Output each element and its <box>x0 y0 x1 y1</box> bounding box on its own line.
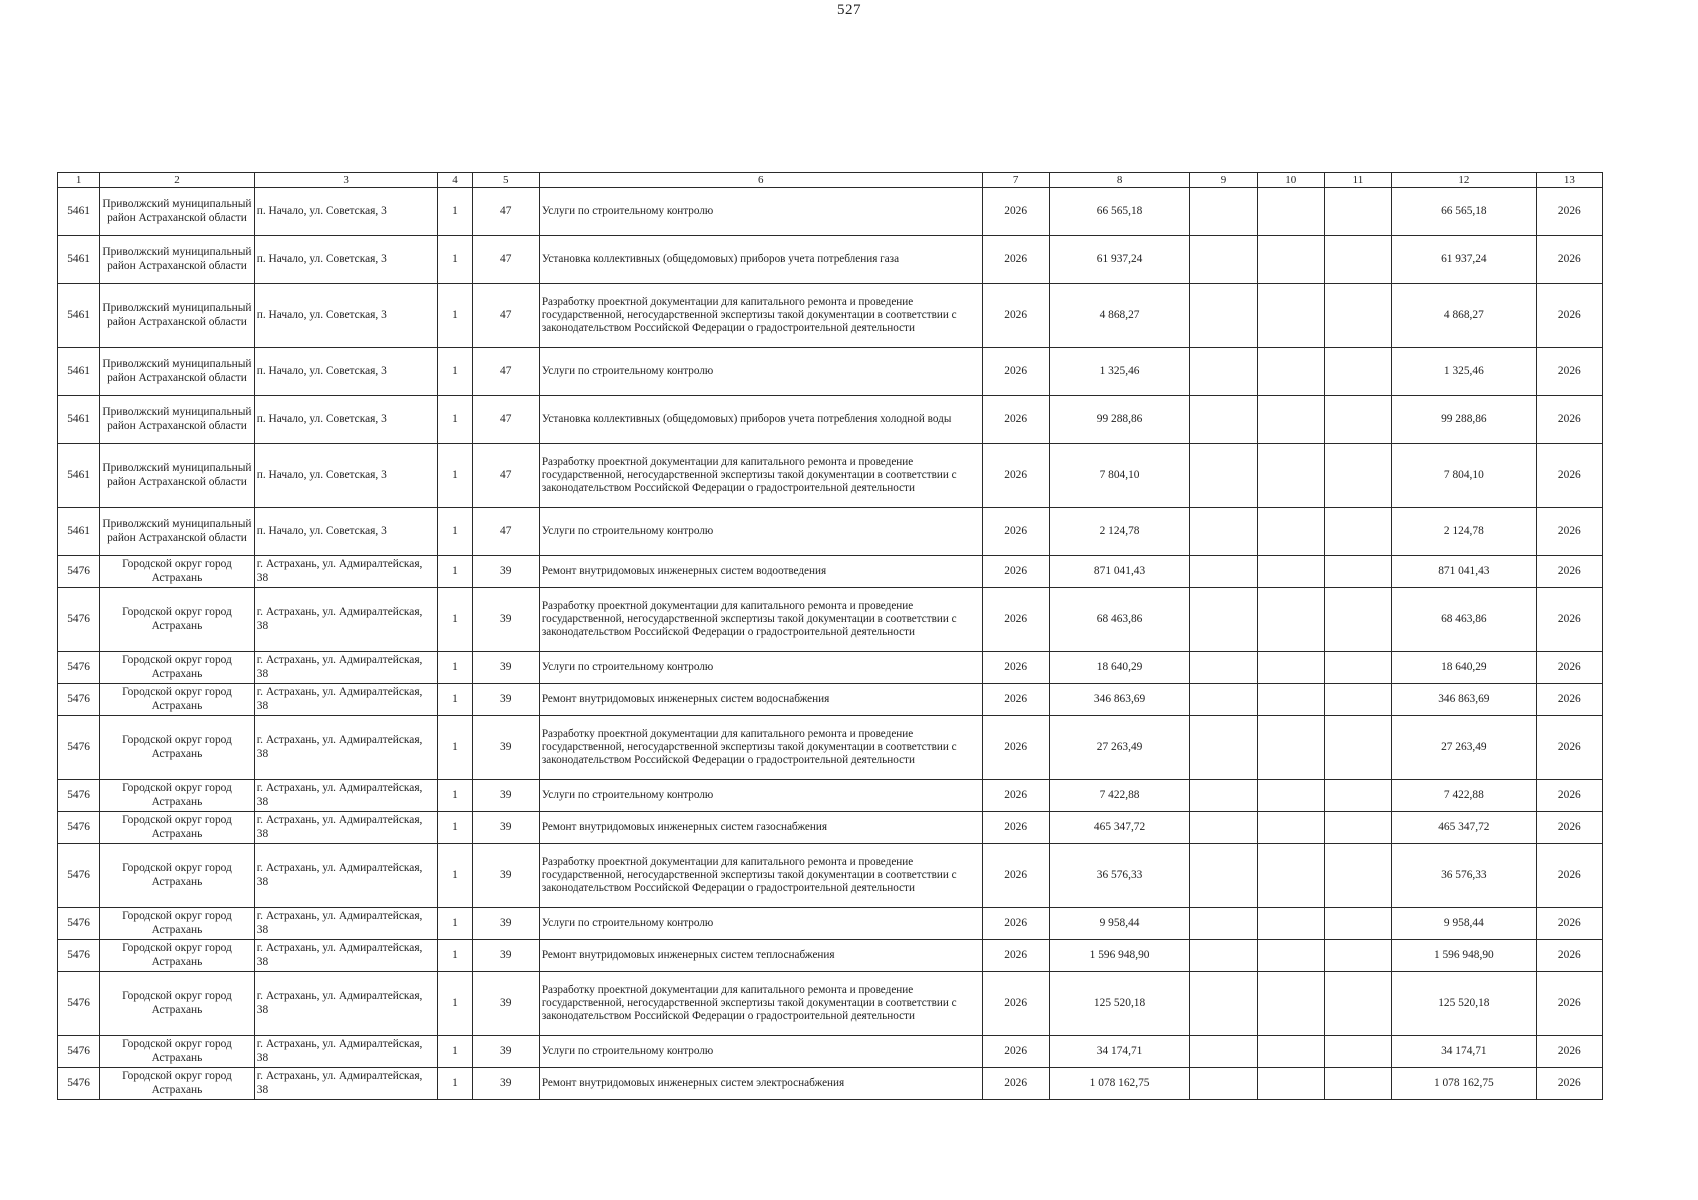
cell-cost: 125 520,18 <box>1049 972 1190 1036</box>
cell-cost: 1 596 948,90 <box>1049 940 1190 972</box>
cell-id: 5476 <box>58 1068 100 1100</box>
cell-col9 <box>1190 284 1257 348</box>
cell-total: 1 596 948,90 <box>1392 940 1537 972</box>
cell-municipality: Приволжский муниципальный район Астраханской области <box>100 188 255 236</box>
cell-col5: 39 <box>472 844 539 908</box>
table-row <box>58 908 1603 940</box>
cell-col4: 1 <box>438 908 472 940</box>
cell-col13: 2026 <box>1536 508 1602 556</box>
cell-col11 <box>1324 972 1391 1036</box>
cell-address: п. Начало, ул. Советская, 3 <box>254 348 438 396</box>
cell-municipality: Городской округ город Астрахань <box>100 844 255 908</box>
cell-municipality: Приволжский муниципальный район Астраханской области <box>100 396 255 444</box>
cell-total: 125 520,18 <box>1392 972 1537 1036</box>
cell-year: 2026 <box>982 348 1049 396</box>
cell-cost: 465 347,72 <box>1049 812 1190 844</box>
cell-municipality: Городской округ город Астрахань <box>100 972 255 1036</box>
cell-work-type: Услуги по строительному контролю <box>539 1036 982 1068</box>
cell-work-type: Разработку проектной документации для капитального ремонта и проведение государственной, негосударственной экспертизы такой документации в соответствии с законодательством Российской Федерации о градостроительной деятельности <box>539 844 982 908</box>
cell-col9 <box>1190 780 1257 812</box>
table-row <box>58 348 1603 396</box>
table-row <box>58 812 1603 844</box>
cell-municipality: Городской округ город Астрахань <box>100 812 255 844</box>
cell-municipality: Приволжский муниципальный район Астраханской области <box>100 444 255 508</box>
cell-municipality: Городской округ город Астрахань <box>100 556 255 588</box>
table-row <box>58 972 1603 1036</box>
cell-col11 <box>1324 444 1391 508</box>
cell-col11 <box>1324 188 1391 236</box>
cell-col5: 39 <box>472 1068 539 1100</box>
table-row <box>58 284 1603 348</box>
cell-total: 68 463,86 <box>1392 588 1537 652</box>
cell-work-type: Ремонт внутридомовых инженерных систем водоотведения <box>539 556 982 588</box>
cell-col4: 1 <box>438 348 472 396</box>
cell-cost: 36 576,33 <box>1049 844 1190 908</box>
cell-year: 2026 <box>982 652 1049 684</box>
cell-col5: 39 <box>472 684 539 716</box>
cell-municipality: Городской округ город Астрахань <box>100 908 255 940</box>
cell-col9 <box>1190 556 1257 588</box>
cell-cost: 27 263,49 <box>1049 716 1190 780</box>
cell-cost: 1 325,46 <box>1049 348 1190 396</box>
cell-col9 <box>1190 1036 1257 1068</box>
cell-work-type: Услуги по строительному контролю <box>539 652 982 684</box>
cell-id: 5476 <box>58 684 100 716</box>
cell-col9 <box>1190 812 1257 844</box>
cell-col4: 1 <box>438 188 472 236</box>
cell-col13: 2026 <box>1536 556 1602 588</box>
cell-col9 <box>1190 236 1257 284</box>
table-row <box>58 236 1603 284</box>
cell-work-type: Разработку проектной документации для капитального ремонта и проведение государственной, негосударственной экспертизы такой документации в соответствии с законодательством Российской Федерации о градостроительной деятельности <box>539 284 982 348</box>
table-header <box>58 173 1603 188</box>
cell-col11 <box>1324 1068 1391 1100</box>
cell-municipality: Приволжский муниципальный район Астраханской области <box>100 508 255 556</box>
cell-col10 <box>1257 908 1324 940</box>
cell-col4: 1 <box>438 780 472 812</box>
cell-col13: 2026 <box>1536 844 1602 908</box>
cell-col4: 1 <box>438 652 472 684</box>
cell-col10 <box>1257 396 1324 444</box>
cell-col10 <box>1257 972 1324 1036</box>
cell-work-type: Услуги по строительному контролю <box>539 780 982 812</box>
cell-municipality: Городской округ город Астрахань <box>100 684 255 716</box>
cell-work-type: Услуги по строительному контролю <box>539 908 982 940</box>
cell-work-type: Ремонт внутридомовых инженерных систем электроснабжения <box>539 1068 982 1100</box>
cell-col4: 1 <box>438 396 472 444</box>
cell-total: 7 422,88 <box>1392 780 1537 812</box>
cell-col9 <box>1190 972 1257 1036</box>
cell-col4: 1 <box>438 716 472 780</box>
cell-year: 2026 <box>982 812 1049 844</box>
cell-cost: 34 174,71 <box>1049 1036 1190 1068</box>
column-header: 4 <box>438 173 472 188</box>
cell-col10 <box>1257 940 1324 972</box>
cell-id: 5461 <box>58 444 100 508</box>
cell-total: 99 288,86 <box>1392 396 1537 444</box>
cell-municipality: Городской округ город Астрахань <box>100 1068 255 1100</box>
cell-work-type: Разработку проектной документации для капитального ремонта и проведение государственной, негосударственной экспертизы такой документации в соответствии с законодательством Российской Федерации о градостроительной деятельности <box>539 444 982 508</box>
cell-col9 <box>1190 940 1257 972</box>
cell-col13: 2026 <box>1536 284 1602 348</box>
cell-col13: 2026 <box>1536 684 1602 716</box>
cell-id: 5476 <box>58 972 100 1036</box>
cell-id: 5476 <box>58 556 100 588</box>
cell-col9 <box>1190 588 1257 652</box>
table-row <box>58 396 1603 444</box>
cell-work-type: Установка коллективных (общедомовых) приборов учета потребления газа <box>539 236 982 284</box>
cell-col9 <box>1190 444 1257 508</box>
cell-col10 <box>1257 444 1324 508</box>
cell-cost: 18 640,29 <box>1049 652 1190 684</box>
cell-cost: 4 868,27 <box>1049 284 1190 348</box>
cell-year: 2026 <box>982 972 1049 1036</box>
cell-col5: 47 <box>472 444 539 508</box>
cell-year: 2026 <box>982 444 1049 508</box>
cell-cost: 2 124,78 <box>1049 508 1190 556</box>
table-row <box>58 780 1603 812</box>
cell-work-type: Ремонт внутридомовых инженерных систем теплоснабжения <box>539 940 982 972</box>
column-header: 1 <box>58 173 100 188</box>
cell-col9 <box>1190 684 1257 716</box>
cell-id: 5476 <box>58 812 100 844</box>
cell-col11 <box>1324 652 1391 684</box>
cell-id: 5461 <box>58 284 100 348</box>
column-header: 7 <box>982 173 1049 188</box>
cell-col13: 2026 <box>1536 972 1602 1036</box>
cell-col10 <box>1257 812 1324 844</box>
column-header: 10 <box>1257 173 1324 188</box>
cell-cost: 871 041,43 <box>1049 556 1190 588</box>
cell-col5: 39 <box>472 716 539 780</box>
cell-col10 <box>1257 556 1324 588</box>
cell-col5: 47 <box>472 508 539 556</box>
cell-col5: 47 <box>472 396 539 444</box>
cell-col13: 2026 <box>1536 908 1602 940</box>
cell-col11 <box>1324 940 1391 972</box>
cell-col4: 1 <box>438 940 472 972</box>
cell-year: 2026 <box>982 1036 1049 1068</box>
cell-col4: 1 <box>438 812 472 844</box>
cell-municipality: Городской округ город Астрахань <box>100 716 255 780</box>
cell-total: 61 937,24 <box>1392 236 1537 284</box>
cell-col5: 39 <box>472 1036 539 1068</box>
cell-cost: 61 937,24 <box>1049 236 1190 284</box>
cell-year: 2026 <box>982 556 1049 588</box>
cell-col10 <box>1257 780 1324 812</box>
cell-col11 <box>1324 812 1391 844</box>
register-table <box>57 172 1603 1100</box>
cell-col10 <box>1257 1036 1324 1068</box>
cell-cost: 1 078 162,75 <box>1049 1068 1190 1100</box>
cell-col11 <box>1324 1036 1391 1068</box>
cell-total: 9 958,44 <box>1392 908 1537 940</box>
cell-total: 1 325,46 <box>1392 348 1537 396</box>
header-row <box>58 173 1603 188</box>
cell-address: п. Начало, ул. Советская, 3 <box>254 236 438 284</box>
column-header: 6 <box>539 173 982 188</box>
cell-col11 <box>1324 908 1391 940</box>
cell-total: 66 565,18 <box>1392 188 1537 236</box>
cell-year: 2026 <box>982 396 1049 444</box>
cell-year: 2026 <box>982 188 1049 236</box>
cell-address: п. Начало, ул. Советская, 3 <box>254 444 438 508</box>
cell-col10 <box>1257 1068 1324 1100</box>
cell-col13: 2026 <box>1536 188 1602 236</box>
cell-col4: 1 <box>438 844 472 908</box>
cell-municipality: Городской округ город Астрахань <box>100 588 255 652</box>
cell-col11 <box>1324 844 1391 908</box>
cell-col11 <box>1324 716 1391 780</box>
cell-cost: 9 958,44 <box>1049 908 1190 940</box>
cell-col9 <box>1190 396 1257 444</box>
cell-col4: 1 <box>438 1068 472 1100</box>
cell-col9 <box>1190 348 1257 396</box>
cell-col5: 47 <box>472 236 539 284</box>
cell-col11 <box>1324 508 1391 556</box>
cell-year: 2026 <box>982 284 1049 348</box>
cell-address: г. Астрахань, ул. Адмиралтейская, 38 <box>254 684 438 716</box>
cell-col13: 2026 <box>1536 652 1602 684</box>
cell-col10 <box>1257 284 1324 348</box>
cell-year: 2026 <box>982 684 1049 716</box>
cell-col13: 2026 <box>1536 236 1602 284</box>
cell-col11 <box>1324 396 1391 444</box>
cell-col5: 47 <box>472 348 539 396</box>
cell-col13: 2026 <box>1536 588 1602 652</box>
column-header: 12 <box>1392 173 1537 188</box>
cell-col5: 47 <box>472 188 539 236</box>
cell-col13: 2026 <box>1536 716 1602 780</box>
cell-address: г. Астрахань, ул. Адмиралтейская, 38 <box>254 780 438 812</box>
table-row <box>58 444 1603 508</box>
page-number: 527 <box>837 2 861 18</box>
cell-col13: 2026 <box>1536 444 1602 508</box>
cell-address: г. Астрахань, ул. Адмиралтейская, 38 <box>254 844 438 908</box>
cell-col13: 2026 <box>1536 780 1602 812</box>
column-header: 13 <box>1536 173 1602 188</box>
cell-total: 36 576,33 <box>1392 844 1537 908</box>
cell-id: 5476 <box>58 1036 100 1068</box>
cell-col9 <box>1190 1068 1257 1100</box>
table-row <box>58 1068 1603 1100</box>
cell-col13: 2026 <box>1536 812 1602 844</box>
cell-year: 2026 <box>982 716 1049 780</box>
cell-col10 <box>1257 188 1324 236</box>
cell-cost: 7 804,10 <box>1049 444 1190 508</box>
cell-col5: 39 <box>472 812 539 844</box>
cell-col5: 39 <box>472 652 539 684</box>
cell-total: 465 347,72 <box>1392 812 1537 844</box>
cell-work-type: Услуги по строительному контролю <box>539 508 982 556</box>
column-header: 5 <box>472 173 539 188</box>
cell-year: 2026 <box>982 780 1049 812</box>
cell-col4: 1 <box>438 444 472 508</box>
table-row <box>58 716 1603 780</box>
cell-municipality: Приволжский муниципальный район Астраханской области <box>100 236 255 284</box>
table-body <box>58 188 1603 1100</box>
cell-col9 <box>1190 652 1257 684</box>
cell-col13: 2026 <box>1536 396 1602 444</box>
cell-year: 2026 <box>982 236 1049 284</box>
cell-col4: 1 <box>438 972 472 1036</box>
column-header: 11 <box>1324 173 1391 188</box>
cell-col5: 47 <box>472 284 539 348</box>
cell-year: 2026 <box>982 1068 1049 1100</box>
cell-work-type: Установка коллективных (общедомовых) приборов учета потребления холодной воды <box>539 396 982 444</box>
cell-municipality: Городской округ город Астрахань <box>100 780 255 812</box>
table-row <box>58 844 1603 908</box>
cell-col10 <box>1257 236 1324 284</box>
cell-col5: 39 <box>472 972 539 1036</box>
cell-cost: 99 288,86 <box>1049 396 1190 444</box>
cell-col11 <box>1324 684 1391 716</box>
cell-work-type: Услуги по строительному контролю <box>539 188 982 236</box>
cell-id: 5461 <box>58 508 100 556</box>
cell-id: 5476 <box>58 716 100 780</box>
cell-total: 18 640,29 <box>1392 652 1537 684</box>
cell-id: 5461 <box>58 396 100 444</box>
cell-address: г. Астрахань, ул. Адмиралтейская, 38 <box>254 812 438 844</box>
table-row <box>58 588 1603 652</box>
cell-col10 <box>1257 348 1324 396</box>
cell-total: 4 868,27 <box>1392 284 1537 348</box>
table-row <box>58 556 1603 588</box>
cell-col10 <box>1257 588 1324 652</box>
cell-address: г. Астрахань, ул. Адмиралтейская, 38 <box>254 652 438 684</box>
cell-col9 <box>1190 188 1257 236</box>
cell-work-type: Ремонт внутридомовых инженерных систем газоснабжения <box>539 812 982 844</box>
cell-total: 27 263,49 <box>1392 716 1537 780</box>
column-header: 2 <box>100 173 255 188</box>
table-row <box>58 188 1603 236</box>
cell-total: 1 078 162,75 <box>1392 1068 1537 1100</box>
cell-col5: 39 <box>472 588 539 652</box>
cell-id: 5461 <box>58 188 100 236</box>
cell-col4: 1 <box>438 556 472 588</box>
cell-municipality: Приволжский муниципальный район Астраханской области <box>100 348 255 396</box>
cell-total: 7 804,10 <box>1392 444 1537 508</box>
column-header: 8 <box>1049 173 1190 188</box>
cell-col5: 39 <box>472 556 539 588</box>
cell-id: 5476 <box>58 780 100 812</box>
cell-col4: 1 <box>438 236 472 284</box>
cell-cost: 7 422,88 <box>1049 780 1190 812</box>
cell-municipality: Городской округ город Астрахань <box>100 652 255 684</box>
cell-col11 <box>1324 588 1391 652</box>
cell-year: 2026 <box>982 588 1049 652</box>
cell-address: п. Начало, ул. Советская, 3 <box>254 188 438 236</box>
cell-address: г. Астрахань, ул. Адмиралтейская, 38 <box>254 588 438 652</box>
cell-address: г. Астрахань, ул. Адмиралтейская, 38 <box>254 940 438 972</box>
cell-address: п. Начало, ул. Советская, 3 <box>254 396 438 444</box>
cell-col10 <box>1257 508 1324 556</box>
cell-col9 <box>1190 716 1257 780</box>
cell-year: 2026 <box>982 940 1049 972</box>
cell-address: п. Начало, ул. Советская, 3 <box>254 284 438 348</box>
cell-address: г. Астрахань, ул. Адмиралтейская, 38 <box>254 1036 438 1068</box>
cell-year: 2026 <box>982 908 1049 940</box>
cell-municipality: Городской округ город Астрахань <box>100 940 255 972</box>
cell-municipality: Городской округ город Астрахань <box>100 1036 255 1068</box>
cell-col11 <box>1324 780 1391 812</box>
cell-work-type: Разработку проектной документации для капитального ремонта и проведение государственной, негосударственной экспертизы такой документации в соответствии с законодательством Российской Федерации о градостроительной деятельности <box>539 716 982 780</box>
cell-col4: 1 <box>438 588 472 652</box>
cell-col5: 39 <box>472 780 539 812</box>
cell-col9 <box>1190 508 1257 556</box>
column-header: 3 <box>254 173 438 188</box>
cell-col4: 1 <box>438 508 472 556</box>
cell-col10 <box>1257 652 1324 684</box>
cell-year: 2026 <box>982 844 1049 908</box>
cell-work-type: Разработку проектной документации для капитального ремонта и проведение государственной, негосударственной экспертизы такой документации в соответствии с законодательством Российской Федерации о градостроительной деятельности <box>539 588 982 652</box>
cell-col10 <box>1257 684 1324 716</box>
cell-address: г. Астрахань, ул. Адмиралтейская, 38 <box>254 1068 438 1100</box>
cell-col4: 1 <box>438 684 472 716</box>
cell-col5: 39 <box>472 940 539 972</box>
cell-col11 <box>1324 556 1391 588</box>
cell-col11 <box>1324 284 1391 348</box>
cell-address: г. Астрахань, ул. Адмиралтейская, 38 <box>254 908 438 940</box>
cell-municipality: Приволжский муниципальный район Астраханской области <box>100 284 255 348</box>
cell-cost: 68 463,86 <box>1049 588 1190 652</box>
cell-col9 <box>1190 908 1257 940</box>
cell-id: 5476 <box>58 652 100 684</box>
cell-col13: 2026 <box>1536 1068 1602 1100</box>
cell-address: г. Астрахань, ул. Адмиралтейская, 38 <box>254 972 438 1036</box>
table-row <box>58 940 1603 972</box>
cell-col10 <box>1257 716 1324 780</box>
cell-address: п. Начало, ул. Советская, 3 <box>254 508 438 556</box>
cell-col9 <box>1190 844 1257 908</box>
table-row <box>58 508 1603 556</box>
cell-col4: 1 <box>438 1036 472 1068</box>
cell-work-type: Ремонт внутридомовых инженерных систем водоснабжения <box>539 684 982 716</box>
cell-col4: 1 <box>438 284 472 348</box>
cell-id: 5476 <box>58 940 100 972</box>
cell-col10 <box>1257 844 1324 908</box>
cell-id: 5461 <box>58 236 100 284</box>
table-row <box>58 1036 1603 1068</box>
cell-col13: 2026 <box>1536 1036 1602 1068</box>
cell-id: 5461 <box>58 348 100 396</box>
cell-id: 5476 <box>58 588 100 652</box>
cell-year: 2026 <box>982 508 1049 556</box>
cell-total: 346 863,69 <box>1392 684 1537 716</box>
cell-cost: 66 565,18 <box>1049 188 1190 236</box>
cell-total: 2 124,78 <box>1392 508 1537 556</box>
cell-total: 34 174,71 <box>1392 1036 1537 1068</box>
cell-col13: 2026 <box>1536 348 1602 396</box>
cell-address: г. Астрахань, ул. Адмиралтейская, 38 <box>254 556 438 588</box>
cell-id: 5476 <box>58 908 100 940</box>
cell-col13: 2026 <box>1536 940 1602 972</box>
table-row <box>58 684 1603 716</box>
cell-id: 5476 <box>58 844 100 908</box>
cell-col11 <box>1324 236 1391 284</box>
cell-address: г. Астрахань, ул. Адмиралтейская, 38 <box>254 716 438 780</box>
cell-col11 <box>1324 348 1391 396</box>
column-header: 9 <box>1190 173 1257 188</box>
cell-total: 871 041,43 <box>1392 556 1537 588</box>
cell-work-type: Услуги по строительному контролю <box>539 348 982 396</box>
cell-cost: 346 863,69 <box>1049 684 1190 716</box>
table-row <box>58 652 1603 684</box>
cell-work-type: Разработку проектной документации для капитального ремонта и проведение государственной, негосударственной экспертизы такой документации в соответствии с законодательством Российской Федерации о градостроительной деятельности <box>539 972 982 1036</box>
cell-col5: 39 <box>472 908 539 940</box>
